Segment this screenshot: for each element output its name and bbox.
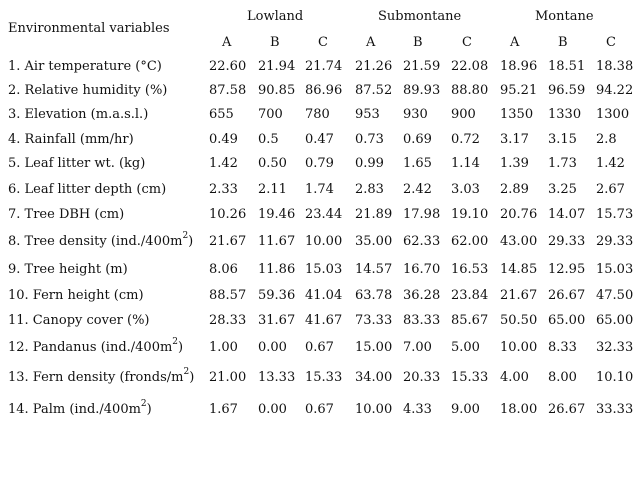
table-cell: 86.96 <box>305 83 343 98</box>
table-cell: 23.84 <box>451 288 489 303</box>
row-label: 12. Pandanus $(ind./400m^2)$ <box>8 336 184 355</box>
table-cell: 20.76 <box>500 207 538 222</box>
table-cell: 0.5 <box>258 132 279 147</box>
table-cell: 0.67 <box>305 402 334 417</box>
table-cell: 17.98 <box>403 207 441 222</box>
table-cell: 0.73 <box>355 132 384 147</box>
table-cell: 29.33 <box>596 234 634 249</box>
table-cell: 21.89 <box>355 207 393 222</box>
table-cell: 8.00 <box>548 370 577 385</box>
table-cell: 15.73 <box>596 207 634 222</box>
table-cell: 1.67 <box>209 402 238 417</box>
table-cell: 1.74 <box>305 182 334 197</box>
table-cell: 7.00 <box>403 340 432 355</box>
table-cell: 4.00 <box>500 370 529 385</box>
table-cell: 41.04 <box>305 288 343 303</box>
table-cell: 3.03 <box>451 182 480 197</box>
subheader-c-8: C <box>606 35 616 50</box>
table-cell: 655 <box>209 107 234 122</box>
table-cell: 83.33 <box>403 313 441 328</box>
table-cell: 14.85 <box>500 262 538 277</box>
subheader-b-4: B <box>413 35 423 50</box>
group-header-montane: Montane <box>535 9 594 24</box>
row-label: 11. Canopy cover (%) <box>8 313 150 328</box>
table-cell: 19.46 <box>258 207 296 222</box>
table-cell: 22.08 <box>451 59 489 74</box>
table-cell: 50.50 <box>500 313 538 328</box>
table-cell: 3.17 <box>500 132 529 147</box>
table-cell: 62.33 <box>403 234 441 249</box>
row-label: 5. Leaf litter wt. (kg) <box>8 156 146 171</box>
subheader-a-3: A <box>366 35 376 50</box>
table-cell: 16.53 <box>451 262 489 277</box>
row-label: 6. Leaf litter depth (cm) <box>8 182 167 197</box>
row-label: 7. Tree DBH (cm) <box>8 207 125 222</box>
table-cell: 780 <box>305 107 330 122</box>
table-cell: 18.51 <box>548 59 586 74</box>
group-header-submontane: Submontane <box>378 9 462 24</box>
table-cell: 8.06 <box>209 262 238 277</box>
table-cell: 29.33 <box>548 234 586 249</box>
table-cell: 9.00 <box>451 402 480 417</box>
table-cell: 13.33 <box>258 370 296 385</box>
subheader-a-6: A <box>510 35 520 50</box>
row-label: 10. Fern height (cm) <box>8 288 144 303</box>
table-cell: 10.00 <box>500 340 538 355</box>
subheader-b-7: B <box>558 35 568 50</box>
table-cell: 21.94 <box>258 59 296 74</box>
table-cell: 2.67 <box>596 182 625 197</box>
table-cell: 0.72 <box>451 132 480 147</box>
subheader-a-0: A <box>222 35 232 50</box>
table-cell: 2.89 <box>500 182 529 197</box>
table-cell: 3.25 <box>548 182 577 197</box>
table-cell: 15.03 <box>596 262 634 277</box>
table-cell: 89.93 <box>403 83 441 98</box>
row-label: 9. Tree height (m) <box>8 262 128 277</box>
table-cell: 2.8 <box>596 132 617 147</box>
table-cell: 1.42 <box>596 156 625 171</box>
table-cell: 1350 <box>500 107 534 122</box>
table-cell: 0.69 <box>403 132 432 147</box>
table-cell: 953 <box>355 107 380 122</box>
table-cell: 0.67 <box>305 340 334 355</box>
table-cell: 94.22 <box>596 83 634 98</box>
table-cell: 32.33 <box>596 340 634 355</box>
table-cell: 3.15 <box>548 132 577 147</box>
table-cell: 34.00 <box>355 370 393 385</box>
table-cell: 1.65 <box>403 156 432 171</box>
table-cell: 87.52 <box>355 83 393 98</box>
table-cell: 88.57 <box>209 288 247 303</box>
table-cell: 12.95 <box>548 262 586 277</box>
table-cell: 20.33 <box>403 370 441 385</box>
table-cell: 1.00 <box>209 340 238 355</box>
table-cell: 28.33 <box>209 313 247 328</box>
table-cell: 8.33 <box>548 340 577 355</box>
subheader-b-1: B <box>270 35 280 50</box>
table-cell: 26.67 <box>548 288 586 303</box>
table-cell: 21.67 <box>209 234 247 249</box>
table-cell: 700 <box>258 107 283 122</box>
subheader-c-5: C <box>462 35 472 50</box>
row-label: 2. Relative humidity (%) <box>8 83 168 98</box>
table-cell: 11.67 <box>258 234 296 249</box>
table-cell: 43.00 <box>500 234 538 249</box>
row-label: 8. Tree density $(ind./400m^2)$ <box>8 230 194 249</box>
table-cell: 1330 <box>548 107 582 122</box>
table-cell: 18.38 <box>596 59 634 74</box>
row-label: 4. Rainfall (mm/hr) <box>8 132 134 147</box>
table-cell: 10.00 <box>305 234 343 249</box>
table-cell: 62.00 <box>451 234 489 249</box>
table-cell: 59.36 <box>258 288 296 303</box>
header-label: Environmental variables <box>8 21 170 36</box>
table-cell: 11.86 <box>258 262 296 277</box>
table-cell: 63.78 <box>355 288 393 303</box>
table-cell: 0.47 <box>305 132 334 147</box>
subheader-c-2: C <box>318 35 328 50</box>
table-cell: 900 <box>451 107 476 122</box>
row-label: 13. Fern density $(fronds/m^2)$ <box>8 366 195 385</box>
table-cell: 19.10 <box>451 207 489 222</box>
table-cell: 10.26 <box>209 207 247 222</box>
table-cell: 95.21 <box>500 83 538 98</box>
row-label: 1. Air temperature (°C) <box>8 59 162 74</box>
table-cell: 4.33 <box>403 402 432 417</box>
table-cell: 0.00 <box>258 402 287 417</box>
table-cell: 23.44 <box>305 207 343 222</box>
table-cell: 35.00 <box>355 234 393 249</box>
table-cell: 15.33 <box>305 370 343 385</box>
table-cell: 2.83 <box>355 182 384 197</box>
table-cell: 0.99 <box>355 156 384 171</box>
table-cell: 41.67 <box>305 313 343 328</box>
table-cell: 33.33 <box>596 402 634 417</box>
table-cell: 85.67 <box>451 313 489 328</box>
table-cell: 31.67 <box>258 313 296 328</box>
table-cell: 1.14 <box>451 156 480 171</box>
table-cell: 1.73 <box>548 156 577 171</box>
table-cell: 14.07 <box>548 207 586 222</box>
table-cell: 21.26 <box>355 59 393 74</box>
table-cell: 21.00 <box>209 370 247 385</box>
table-cell: 16.70 <box>403 262 441 277</box>
table-cell: 1.39 <box>500 156 529 171</box>
table-cell: 0.49 <box>209 132 238 147</box>
table-cell: 15.03 <box>305 262 343 277</box>
table-cell: 14.57 <box>355 262 393 277</box>
table-cell: 88.80 <box>451 83 489 98</box>
table-cell: 10.00 <box>355 402 393 417</box>
table-cell: 5.00 <box>451 340 480 355</box>
row-label: 3. Elevation (m.a.s.l.) <box>8 107 149 122</box>
table-cell: 930 <box>403 107 428 122</box>
table-cell: 96.59 <box>548 83 586 98</box>
group-header-lowland: Lowland <box>247 9 304 24</box>
table-cell: 18.00 <box>500 402 538 417</box>
table-cell: 65.00 <box>548 313 586 328</box>
table-cell: 15.00 <box>355 340 393 355</box>
table-cell: 18.96 <box>500 59 538 74</box>
table-cell: 10.10 <box>596 370 634 385</box>
table-cell: 21.59 <box>403 59 441 74</box>
table-cell: 2.42 <box>403 182 432 197</box>
table-cell: 26.67 <box>548 402 586 417</box>
table-cell: 21.74 <box>305 59 343 74</box>
table-cell: 90.85 <box>258 83 296 98</box>
table-cell: 1300 <box>596 107 630 122</box>
table-cell: 47.50 <box>596 288 634 303</box>
table-cell: 2.33 <box>209 182 238 197</box>
table-cell: 1.42 <box>209 156 238 171</box>
table-cell: 87.58 <box>209 83 247 98</box>
table-cell: 36.28 <box>403 288 441 303</box>
table-cell: 73.33 <box>355 313 393 328</box>
table-cell: 15.33 <box>451 370 489 385</box>
table-cell: 22.60 <box>209 59 247 74</box>
table-cell: 0.00 <box>258 340 287 355</box>
table-cell: 65.00 <box>596 313 634 328</box>
table-cell: 2.11 <box>258 182 287 197</box>
table-cell: 0.79 <box>305 156 334 171</box>
table-cell: 21.67 <box>500 288 538 303</box>
row-label: 14. Palm $(ind./400m^2)$ <box>8 398 152 417</box>
table-cell: 0.50 <box>258 156 287 171</box>
